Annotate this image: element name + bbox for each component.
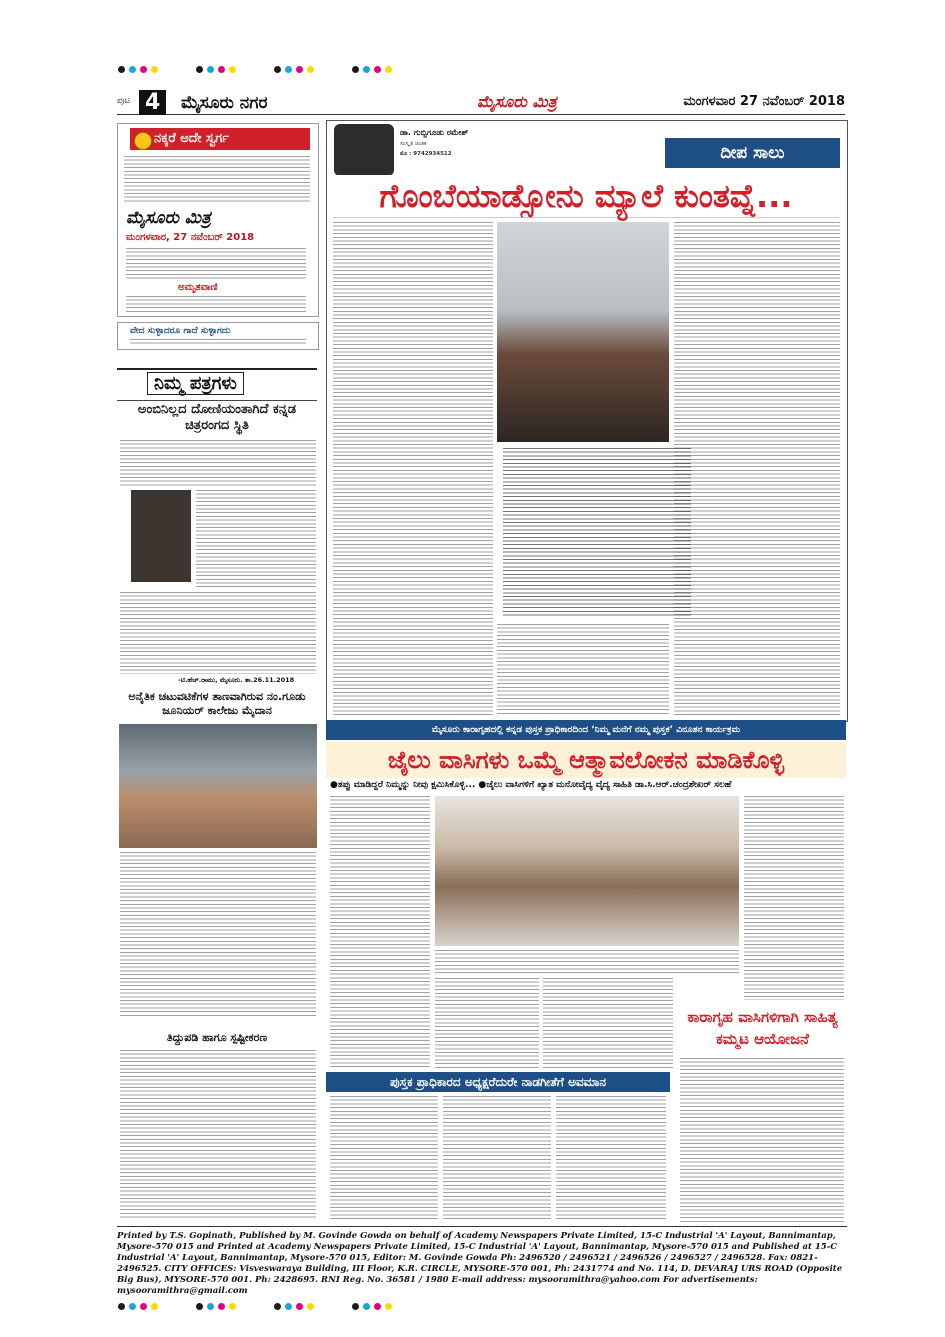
joke-text bbox=[124, 156, 310, 204]
pustaka-banner: ಪುಸ್ತಕ ಪ್ರಾಧಿಕಾರದ ಅಧ್ಯಕ್ಷರೆದುರೇ ನಾಡಗೀತೆಗೆ ಅವಮಾನ bbox=[326, 1072, 670, 1092]
feature-pull-quote bbox=[497, 444, 697, 620]
proverb-sub bbox=[130, 339, 306, 345]
registration-dot bbox=[274, 66, 281, 73]
registration-dot bbox=[207, 66, 214, 73]
letter-headline-2: ಅನೈತಿಕ ಚಟುವಟಿಕೆಗಳ ತಾಣವಾಗಿರುವ ನಂ.ಗೂಡು ಜೂನಿಯರ್ ಕಾಲೇಜು ಮೈದಾನ bbox=[128, 690, 306, 717]
registration-dot bbox=[129, 66, 136, 73]
amrita-text bbox=[126, 296, 306, 312]
letter-writer-photo bbox=[131, 490, 191, 582]
feature-photo bbox=[497, 222, 669, 442]
author-phone: ಮೊ : 9742934512 bbox=[400, 151, 452, 157]
editor-info bbox=[126, 248, 306, 280]
amrita-title: ಅಮೃತವಾಣಿ bbox=[178, 282, 218, 293]
nakkare-logo: ಮೈಸೂರು ಮಿತ್ರ bbox=[126, 208, 211, 228]
letter-body bbox=[120, 592, 316, 674]
registration-dot bbox=[374, 1303, 381, 1310]
feature-column-1 bbox=[333, 222, 493, 716]
registration-dot bbox=[218, 1303, 225, 1310]
jail-headline: ಜೈಲು ವಾಸಿಗಳು ಒಮ್ಮೆ ಆತ್ಮಾವಲೋಕನ ಮಾಡಿಕೊಳ್ಳಿ bbox=[326, 742, 846, 778]
author-role: ಸಂಸ್ಕೃತಿ ಚಿಂತಕ bbox=[400, 141, 427, 147]
issue-date: ಮಂಗಳವಾರ 27 ನವೆಂಬರ್ 2018 bbox=[683, 94, 845, 109]
page-label: ಪುಟ bbox=[117, 96, 131, 106]
author-name: ಡಾ. ಗುಬ್ಬಿಗೂಡು ರಮೇಶ್ bbox=[400, 128, 469, 137]
proverb-text: ವೇದ ಸುಳ್ಳಾದರೂ ಗಾದೆ ಸುಳ್ಳಾಗದು bbox=[130, 326, 231, 336]
letters-title: ನಿಮ್ಮ ಪತ್ರಗಳು bbox=[147, 372, 244, 395]
registration-dot bbox=[129, 1303, 136, 1310]
registration-dot bbox=[374, 66, 381, 73]
registration-dot bbox=[118, 1303, 125, 1310]
color-registration-dots bbox=[118, 58, 848, 66]
proverb-box bbox=[117, 322, 319, 350]
registration-dot bbox=[207, 1303, 214, 1310]
nakkare-date: ಮಂಗಳವಾರ, 27 ನವೆಂಬರ್ 2018 bbox=[126, 232, 255, 243]
letter-signature: -ಟಿ.ಹೆಚ್.ರಾಮು, ಮೈಸೂರು. ತಾ.26.11.2018 bbox=[178, 676, 295, 684]
jail-photo-caption bbox=[435, 950, 739, 974]
letter-body-right bbox=[196, 490, 316, 590]
jail-column-4 bbox=[744, 796, 844, 1000]
registration-dot bbox=[385, 66, 392, 73]
registration-dot bbox=[285, 66, 292, 73]
column-name: ದೀಪ ಸಾಲು bbox=[665, 138, 840, 168]
newspaper-logo: ಮೈಸೂರು ಮಿತ್ರ bbox=[477, 92, 557, 111]
jail-column-3 bbox=[543, 978, 673, 1068]
registration-dot bbox=[307, 66, 314, 73]
registration-dot bbox=[385, 1303, 392, 1310]
college-ground-photo bbox=[119, 724, 317, 848]
registration-dot bbox=[307, 1303, 314, 1310]
laughing-face-icon bbox=[134, 132, 152, 150]
registration-dot bbox=[274, 1303, 281, 1310]
nakkare-box bbox=[117, 123, 319, 317]
registration-dot bbox=[229, 66, 236, 73]
registration-dot bbox=[196, 1303, 203, 1310]
feature-column-3 bbox=[674, 222, 840, 716]
jail-event-photo bbox=[435, 796, 739, 946]
letter-headline-3: ತಿದ್ದುಪಡಿ ಹಾಗೂ ಸ್ಪಷ್ಟೀಕರಣ bbox=[166, 1031, 268, 1044]
registration-dot bbox=[285, 1303, 292, 1310]
letter-body-2 bbox=[120, 852, 316, 1018]
jail-banner: ಮೈಸೂರು ಕಾರಾಗೃಹದಲ್ಲಿ ಕನ್ನಡ ಪುಸ್ತಕ ಪ್ರಾಧಿಕಾರದಿಂದ ‘ನಿಮ್ಮ ಮನೆಗೆ ನಮ್ಮ ಪುಸ್ತಕ’ ವಿನೂತನ ಕಾರ್ಯಕ್ರಮ bbox=[326, 720, 846, 740]
registration-dot bbox=[140, 66, 147, 73]
letters-header bbox=[117, 368, 317, 401]
letter-body-top bbox=[120, 440, 316, 488]
feature-headline: ಗೊಂಬೆಯಾಡ್ಸೋನು ಮ್ಯಾಲೆ ಕುಂತವ್ನೆ... bbox=[333, 175, 839, 218]
registration-dot bbox=[363, 66, 370, 73]
pustaka-column-2 bbox=[443, 1096, 551, 1222]
section-name: ಮೈಸೂರು ನಗರ bbox=[181, 93, 268, 113]
jail-column-1 bbox=[330, 796, 430, 1068]
registration-dot bbox=[140, 1303, 147, 1310]
registration-dot bbox=[218, 66, 225, 73]
registration-dot bbox=[229, 1303, 236, 1310]
registration-dot bbox=[352, 1303, 359, 1310]
registration-dot bbox=[352, 66, 359, 73]
jail-column-2 bbox=[435, 978, 539, 1068]
registration-dot bbox=[196, 66, 203, 73]
registration-dot bbox=[296, 66, 303, 73]
jail-subhead: ●ತಪ್ಪು ಮಾಡಿದ್ದರೆ ನಿಮ್ಮನ್ನು ನೀವು ಕ್ಷಮಿಸಿಕೊಳ್ಳಿ... ●ಜೈಲು ವಾಸಿಗಳಿಗೆ ಖ್ಯಾತ ಮನೋವೈದ್ಯ ವೈದ್ಯ ಸಾಹಿತಿ ಡಾ.ಸಿ.ಆರ್.ಚಂದ್ರಶೇಖರ್ ಸಲಹೆ bbox=[330, 780, 732, 790]
karagruha-body bbox=[680, 1058, 844, 1222]
pustaka-column-1 bbox=[330, 1096, 438, 1222]
letter-body-3 bbox=[120, 1050, 316, 1220]
karagruha-headline: ಕಾರಾಗೃಹ ವಾಸಿಗಳಿಗಾಗಿ ಸಾಹಿತ್ಯ ಕಮ್ಮಟ ಆಯೋಜನೆ bbox=[687, 1008, 838, 1048]
registration-dot bbox=[363, 1303, 370, 1310]
registration-dot bbox=[118, 66, 125, 73]
feature-column-2 bbox=[497, 624, 669, 716]
registration-dot bbox=[296, 1303, 303, 1310]
nakkare-title: ನಕ್ಕರೆ ಅದೇ ಸ್ವರ್ಗ bbox=[130, 128, 310, 150]
registration-dot bbox=[151, 66, 158, 73]
page-number: 4 bbox=[139, 90, 166, 115]
author-photo bbox=[334, 124, 394, 176]
pustaka-column-3 bbox=[556, 1096, 666, 1222]
masthead bbox=[117, 92, 845, 115]
imprint-footer: Printed by T.S. Gopinath, Published by M. Govinde Gowda on behalf of Academy Newspapers Private Limited, 15-C Industrial 'A' Layout, Bannimantap, Mysore-570 015 and Printed at Academy Newspapers Private Limited, 15-C Industrial 'A' Layout, Bannimantap, Mysore-570 015 and Published at 15-C Industrial 'A' Layout, Bannimantap, Mysore-570 015, Editor: M. Govinde Gowda Ph: 2496520 / 2496521 / 2496526 / 2496527 / 2496528. Fax: 0821-2496525. CITY OFFICES: Visveswaraya Building, III Floor, K.R. CIRCLE, MYSORE-570 001, Ph: 2431774 and No. 114, D. DEVARAJ URS ROAD (Opposite Big Bus), MYSORE-570 001. Ph: 2428695. RNI Reg. No. 36581 / 1980 E-mail address: mysooramithra@yahoo.com For advertisements: mysooramithra@gmail.com bbox=[117, 1226, 847, 1297]
registration-dot bbox=[151, 1303, 158, 1310]
letter-headline-1: ಅಂಬಿನಿಲ್ಲದ ದೋಣಿಯಂತಾಗಿದೆ ಕನ್ನಡ ಚಿತ್ರರಂಗದ ಸ್ಥಿತಿ bbox=[137, 402, 297, 433]
